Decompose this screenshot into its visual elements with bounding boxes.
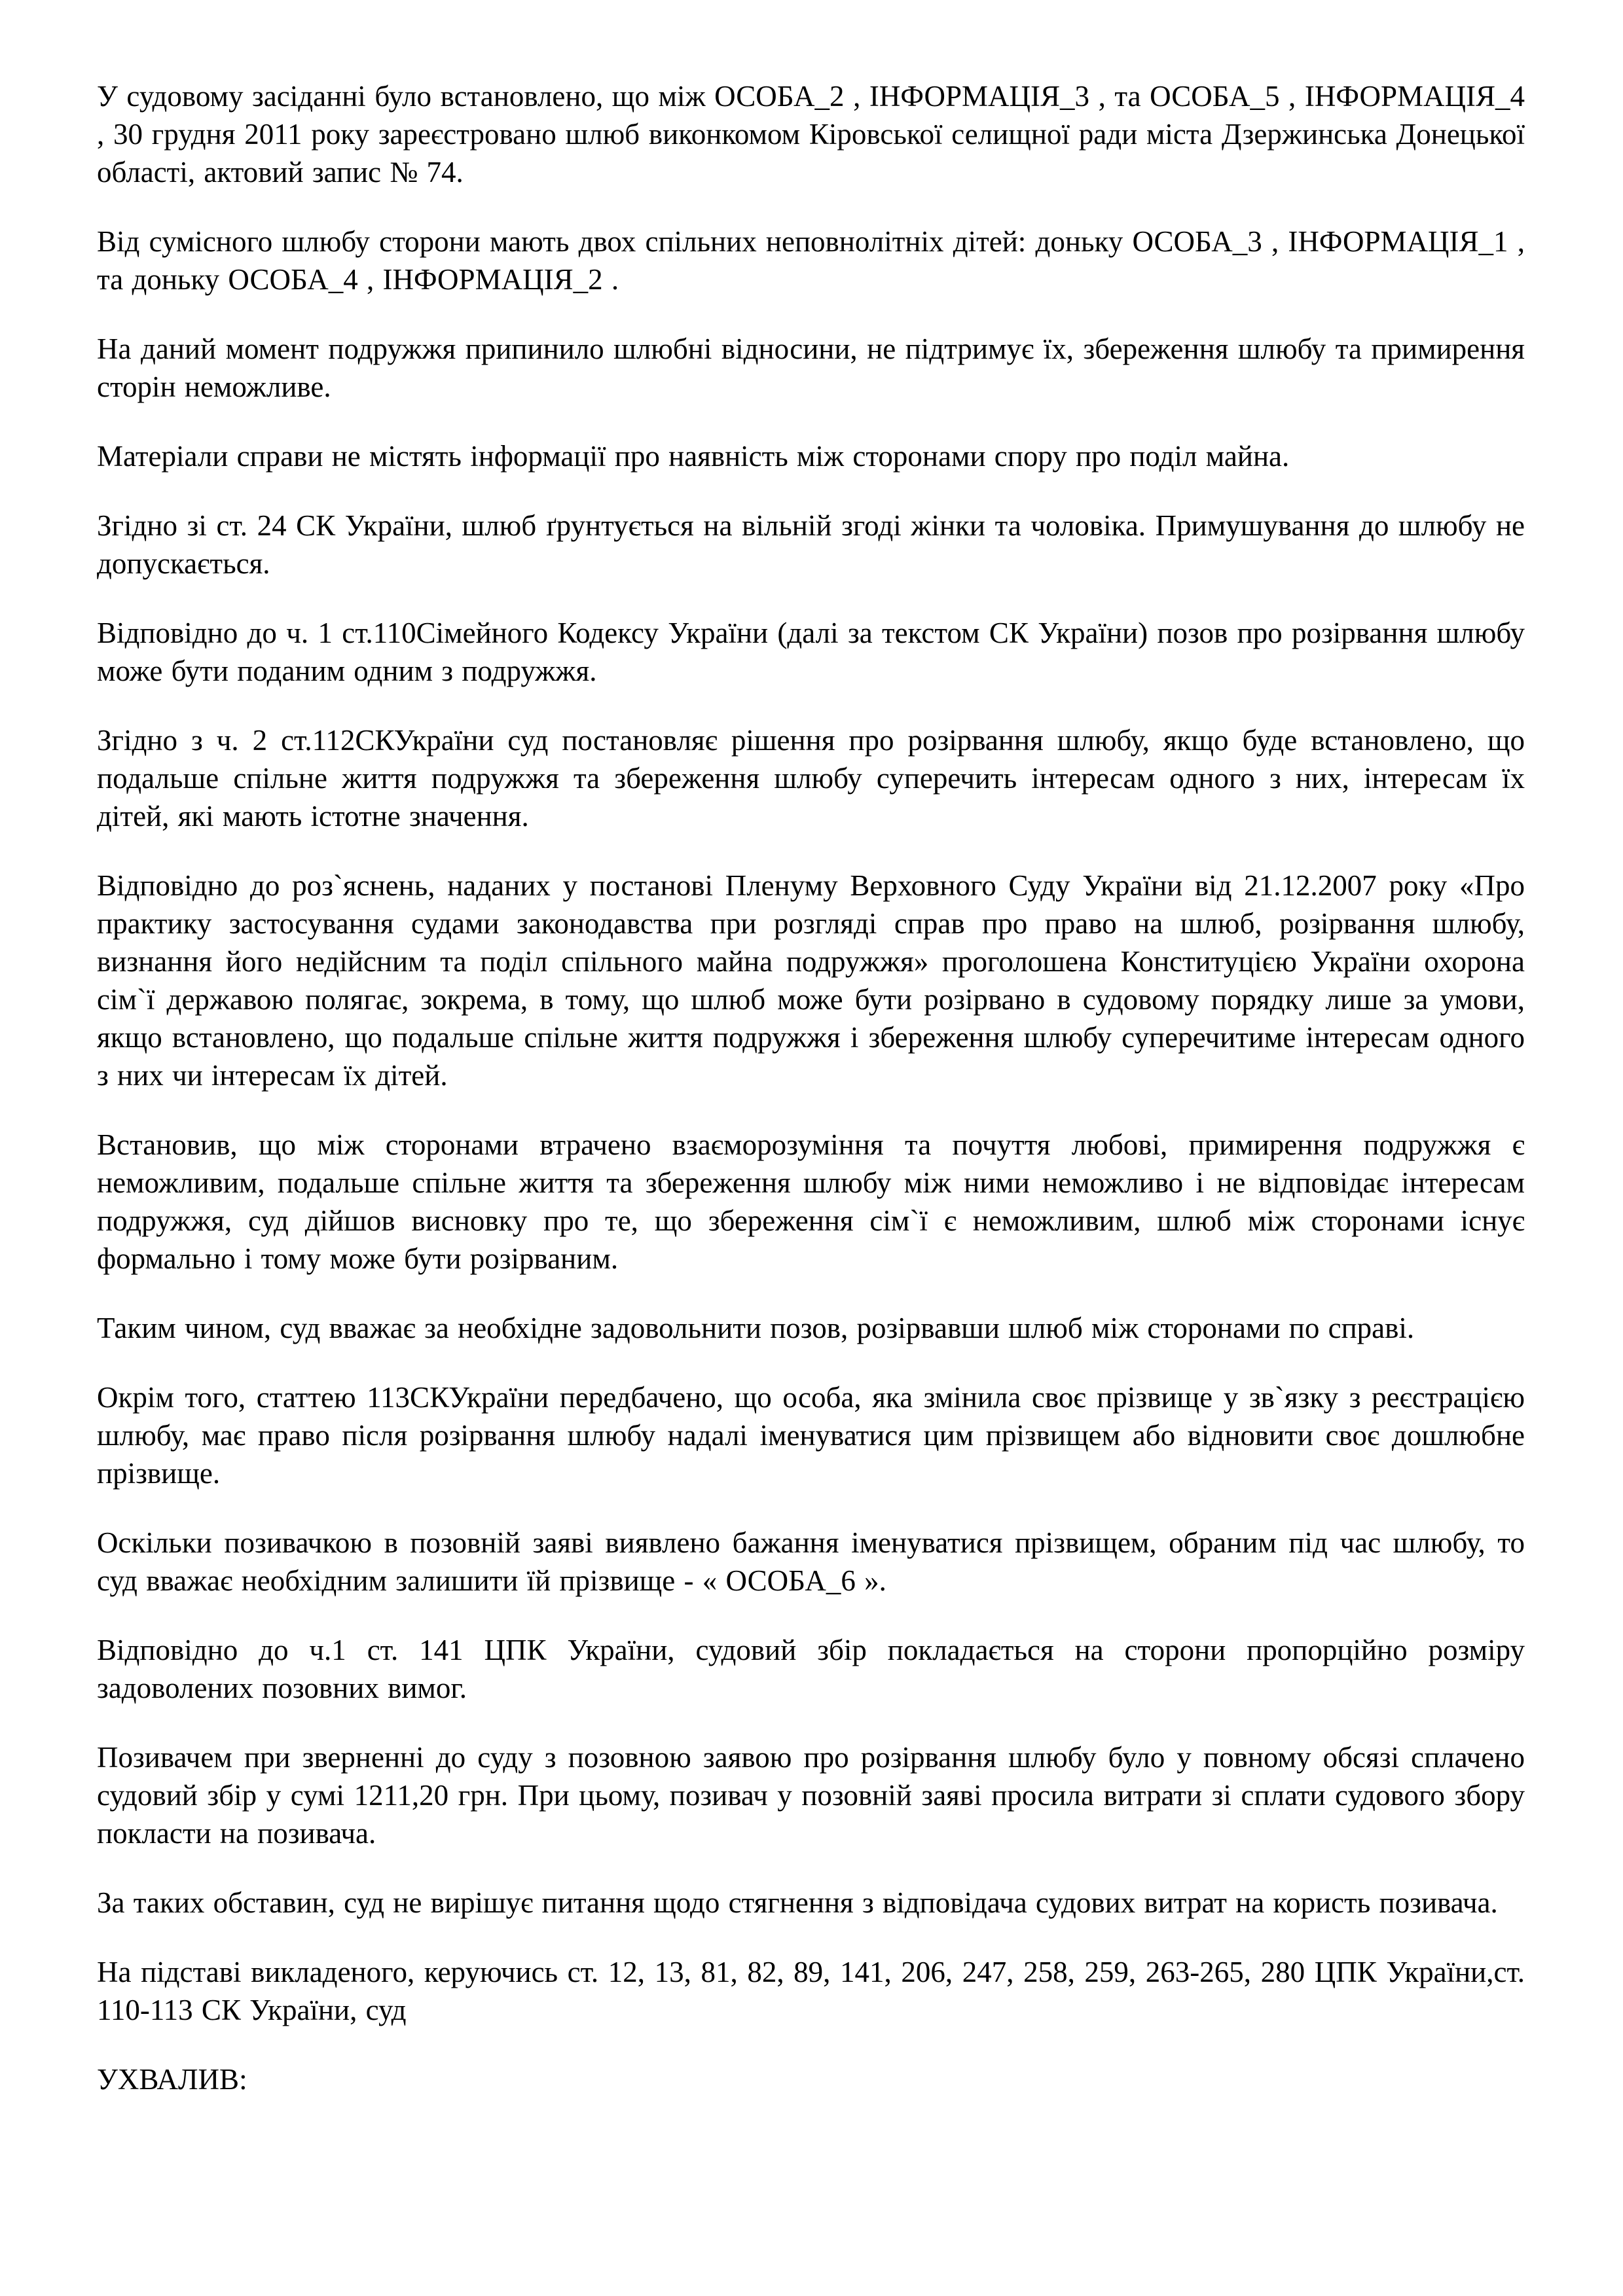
paragraph: За таких обставин, суд не вирішує питання щодо стягнення з відповідача судових витрат на користь позивача.	[97, 1886, 1498, 1919]
paragraph: Таким чином, суд вважає за необхідне задовольнити позов, розірвавши шлюб між сторонами по справі.	[97, 1312, 1415, 1344]
paragraph: Згідно з ч. 2 ст.112СКУкраїни суд постановляє рішення про розірвання шлюбу, якщо буде встановлено, що подальше спільне життя подружжя та збереження шлюбу суперечить інтересам одного з них, інтересам їх дітей, які мають істотне значення.	[97, 724, 1525, 833]
paragraph: Згідно зі ст. 24 СК України, шлюб ґрунтується на вільній згоді жінки та чоловіка. Примушування до шлюбу не допускається.	[97, 509, 1525, 580]
ruling-heading: УХВАЛИВ:	[97, 2063, 247, 2096]
paragraph: Окрім того, статтею 113СКУкраїни передбачено, що особа, яка змінила своє прізвище у зв`язку з реєстрацією шлюбу, має право після розірвання шлюбу надалі іменуватися цим прізвищем або відновити своє дошлюбне прізвище.	[97, 1381, 1525, 1490]
paragraph: Встановив, що між сторонами втрачено взаєморозуміння та почуття любові, примирення подружжя є неможливим, подальше спільне життя та збереження шлюбу між ними неможливо і не відповідає інтересам подружжя, суд дійшов висновку про те, що збереження сім`ї є неможливим, шлюб між сторонами існує формально і тому може бути розірваним.	[97, 1128, 1525, 1275]
paragraph: Оскільки позивачкою в позовній заяві виявлено бажання іменуватися прізвищем, обраним під час шлюбу, то суд вважає необхідним залишити їй прізвище - « ОСОБА_6 ».	[97, 1526, 1525, 1597]
paragraph: Від сумісного шлюбу сторони мають двох спільних неповнолітніх дітей: доньку ОСОБА_3 , ІНФОРМАЦІЯ_1 , та доньку ОСОБА_4 , ІНФОРМАЦІЯ_2 .	[97, 225, 1525, 296]
paragraph: У судовому засіданні було встановлено, що між ОСОБА_2 , ІНФОРМАЦІЯ_3 , та ОСОБА_5 , ІНФОРМАЦІЯ_4 , 30 грудня 2011 року зареєстровано шлюб виконкомом Кіровської селищної ради міста Дзержинська Донецької області, актовий запис № 74.	[97, 80, 1525, 188]
paragraph: На підставі викладеного, керуючись ст. 12, 13, 81, 82, 89, 141, 206, 247, 258, 259, 263-265, 280 ЦПК України,ст. 110-113 СК України, суд	[97, 1956, 1525, 2026]
paragraph: Відповідно до ч.1 ст. 141 ЦПК України, судовий збір покладається на сторони пропорційно розміру задоволених позовних вимог.	[97, 1634, 1525, 1704]
paragraph: Матеріали справи не містять інформації про наявність між сторонами спору про поділ майна.	[97, 440, 1290, 473]
paragraph: Відповідно до ч. 1 ст.110Сімейного Кодексу України (далі за текстом СК України) позов про розірвання шлюбу може бути поданим одним з подружжя.	[97, 617, 1525, 687]
paragraph: Позивачем при зверненні до суду з позовною заявою про розірвання шлюбу було у повному обсязі сплачено судовий збір у сумі 1211,20 грн. При цьому, позивач у позовній заяві просила витрати зі сплати судового збору покласти на позивача.	[97, 1741, 1525, 1850]
paragraph: Відповідно до роз`яснень, наданих у постанові Пленуму Верховного Суду України від 21.12.2007 року «Про практику застосування судами законодавства при розгляді справ про право на шлюб, розірвання шлюбу, визнання його недійсним та поділ спільного майна подружжя» проголошена Конституцією України охорона сім`ї державою полягає, зокрема, в тому, що шлюб може бути розірвано в судовому порядку лише за умови, якщо встановлено, що подальше спільне життя подружжя і збереження шлюбу суперечитиме інтересам одного з них чи інтересам їх дітей.	[97, 869, 1525, 1092]
paragraph: На даний момент подружжя припинило шлюбні відносини, не підтримує їх, збереження шлюбу та примирення сторін неможливе.	[97, 332, 1525, 403]
